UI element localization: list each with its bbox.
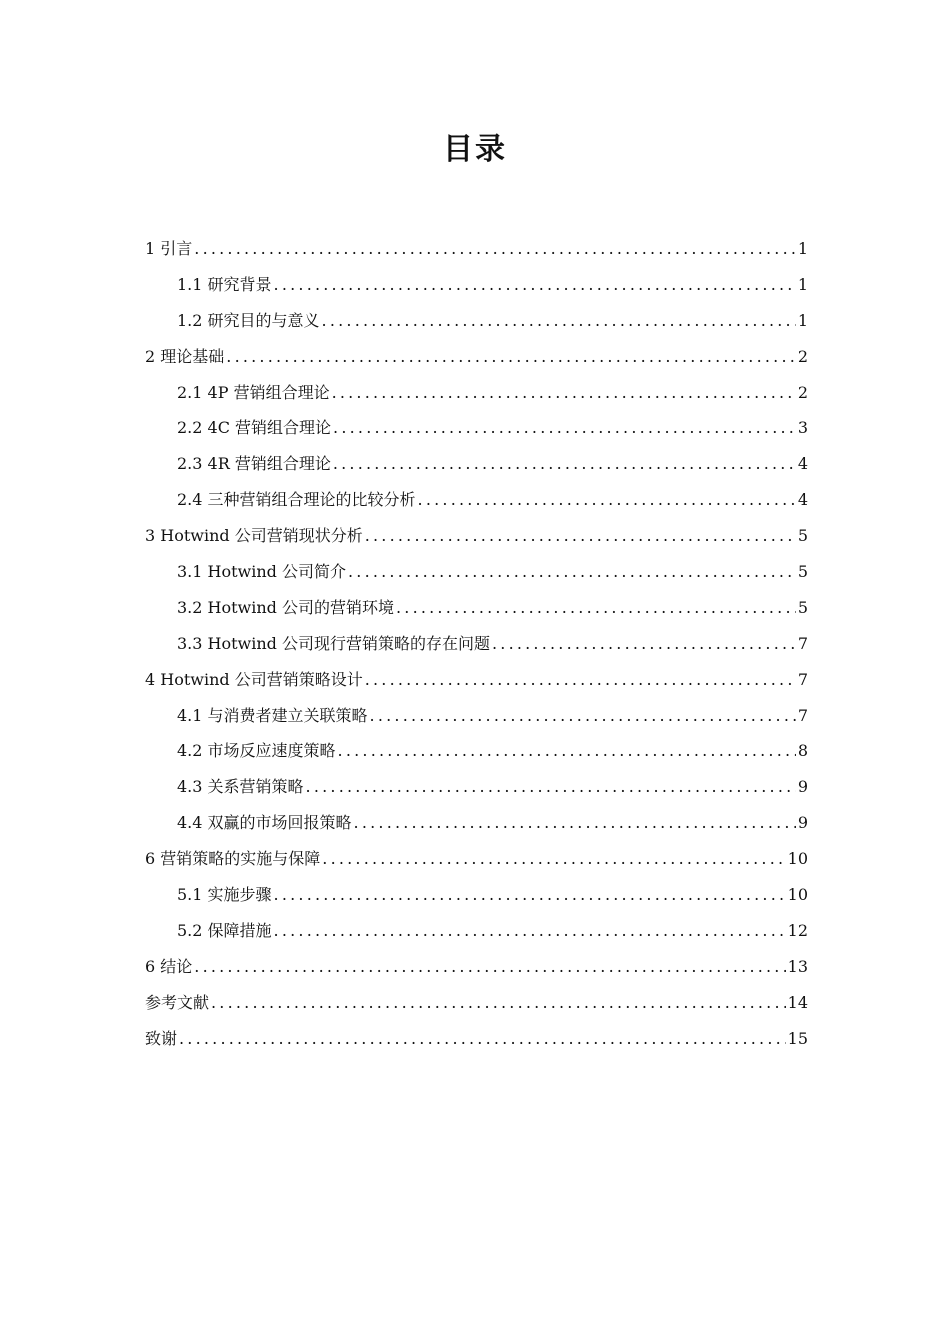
toc-entry-label: 6 营销策略的实施与保障 bbox=[145, 849, 321, 869]
toc-entry[interactable] bbox=[145, 518, 808, 554]
toc-page-number: 12 bbox=[787, 920, 808, 940]
toc-entry-label: 2 理论基础 bbox=[145, 346, 225, 366]
toc-entry-label: 参考文献 bbox=[145, 992, 210, 1012]
toc-leader-dots bbox=[194, 949, 785, 985]
toc-entry-label: 4 Hotwind 公司营销策略设计 bbox=[145, 669, 363, 689]
toc-entry-label: 2.1 4P 营销组合理论 bbox=[177, 382, 330, 402]
toc-entry-label: 2.3 4R 营销组合理论 bbox=[177, 454, 331, 474]
toc-leader-dots bbox=[179, 1021, 786, 1057]
toc-entry[interactable] bbox=[145, 410, 808, 446]
toc-entry[interactable] bbox=[145, 769, 808, 805]
toc-entry-label: 3.2 Hotwind 公司的营销环境 bbox=[177, 597, 394, 617]
toc-entry[interactable] bbox=[145, 339, 808, 375]
toc-entry[interactable] bbox=[145, 698, 808, 734]
toc-leader-dots bbox=[274, 913, 786, 949]
toc-entry-label: 5.1 实施步骤 bbox=[177, 885, 272, 905]
toc-entry-label: 4.2 市场反应速度策略 bbox=[177, 741, 336, 761]
toc-page-number: 5 bbox=[797, 526, 808, 546]
toc-entry[interactable] bbox=[145, 267, 808, 303]
toc-leader-dots bbox=[211, 985, 786, 1021]
toc-leader-dots bbox=[492, 626, 796, 662]
toc-entry-label: 1.1 研究背景 bbox=[177, 274, 272, 294]
toc-entry[interactable] bbox=[145, 949, 808, 985]
toc-leader-dots bbox=[338, 733, 796, 769]
toc-entry-label: 6 结论 bbox=[145, 956, 193, 976]
toc-leader-dots bbox=[322, 841, 785, 877]
toc-entry-label: 3.3 Hotwind 公司现行营销策略的存在问题 bbox=[177, 633, 490, 653]
toc-leader-dots bbox=[365, 518, 796, 554]
toc-page-number: 4 bbox=[797, 490, 808, 510]
toc-entry[interactable] bbox=[145, 1021, 808, 1057]
toc-entry-label: 2.2 4C 营销组合理论 bbox=[177, 418, 332, 438]
toc-leader-dots bbox=[332, 375, 796, 411]
toc-entry-label: 4.3 关系营销策略 bbox=[177, 777, 304, 797]
toc-entry[interactable] bbox=[145, 231, 808, 267]
toc-entry-label: 3 Hotwind 公司营销现状分析 bbox=[145, 526, 363, 546]
toc-page-number: 8 bbox=[797, 741, 808, 761]
toc-page-number: 1 bbox=[797, 310, 808, 330]
toc-entry[interactable] bbox=[145, 590, 808, 626]
toc-entry-label: 致谢 bbox=[145, 1028, 178, 1048]
toc-entry[interactable] bbox=[145, 877, 808, 913]
toc-entry[interactable] bbox=[145, 375, 808, 411]
toc-page-number: 5 bbox=[797, 597, 808, 617]
toc-entry-label: 4.1 与消费者建立关联策略 bbox=[177, 705, 368, 725]
toc-leader-dots bbox=[226, 339, 796, 375]
toc-page-number: 14 bbox=[787, 992, 808, 1012]
toc-entry[interactable] bbox=[145, 446, 808, 482]
toc-leader-dots bbox=[365, 662, 796, 698]
toc-leader-dots bbox=[418, 482, 796, 518]
toc-page-number: 10 bbox=[787, 849, 808, 869]
toc-entry-label: 1.2 研究目的与意义 bbox=[177, 310, 320, 330]
toc-entry[interactable] bbox=[145, 841, 808, 877]
toc-leader-dots bbox=[333, 410, 796, 446]
toc-leader-dots bbox=[322, 303, 796, 339]
toc-leader-dots bbox=[348, 554, 796, 590]
toc-page-number: 9 bbox=[797, 813, 808, 833]
toc-page-number: 7 bbox=[797, 669, 808, 689]
toc-entry-label: 1 引言 bbox=[145, 239, 193, 258]
toc-page-number: 7 bbox=[797, 633, 808, 653]
toc-entry[interactable] bbox=[145, 985, 808, 1021]
toc-leader-dots bbox=[274, 877, 786, 913]
toc-page-number: 1 bbox=[797, 239, 808, 258]
toc-page-number: 13 bbox=[787, 956, 808, 976]
toc-leader-dots bbox=[274, 267, 796, 303]
toc-page-number: 7 bbox=[797, 705, 808, 725]
toc-entry[interactable] bbox=[145, 733, 808, 769]
toc-entry[interactable] bbox=[145, 482, 808, 518]
toc-leader-dots bbox=[370, 698, 796, 734]
toc-leader-dots bbox=[354, 805, 796, 841]
toc-entry-label: 3.1 Hotwind 公司简介 bbox=[177, 562, 346, 582]
toc-page-number: 15 bbox=[787, 1028, 808, 1048]
toc-title: 目录 bbox=[443, 132, 507, 167]
toc-leader-dots bbox=[306, 769, 796, 805]
toc-page-number: 2 bbox=[797, 382, 808, 402]
toc-page-number: 10 bbox=[787, 885, 808, 905]
toc-entry-label: 5.2 保障措施 bbox=[177, 920, 272, 940]
toc-entry-label: 2.4 三种营销组合理论的比较分析 bbox=[177, 490, 416, 510]
toc-entry-label: 4.4 双赢的市场回报策略 bbox=[177, 813, 352, 833]
toc-entry[interactable] bbox=[145, 303, 808, 339]
toc-list bbox=[145, 231, 808, 1056]
toc-entry[interactable] bbox=[145, 913, 808, 949]
toc-entry[interactable] bbox=[145, 626, 808, 662]
toc-page-number: 4 bbox=[797, 454, 808, 474]
toc-page-number: 1 bbox=[797, 274, 808, 294]
toc-page-number: 9 bbox=[797, 777, 808, 797]
toc-entry[interactable] bbox=[145, 805, 808, 841]
toc-leader-dots bbox=[194, 231, 796, 267]
toc-entry[interactable] bbox=[145, 662, 808, 698]
toc-leader-dots bbox=[396, 590, 796, 626]
toc-page-number: 2 bbox=[797, 346, 808, 366]
toc-leader-dots bbox=[333, 446, 796, 482]
toc-page-number: 5 bbox=[797, 562, 808, 582]
toc-entry[interactable] bbox=[145, 554, 808, 590]
toc-page-number: 3 bbox=[797, 418, 808, 438]
